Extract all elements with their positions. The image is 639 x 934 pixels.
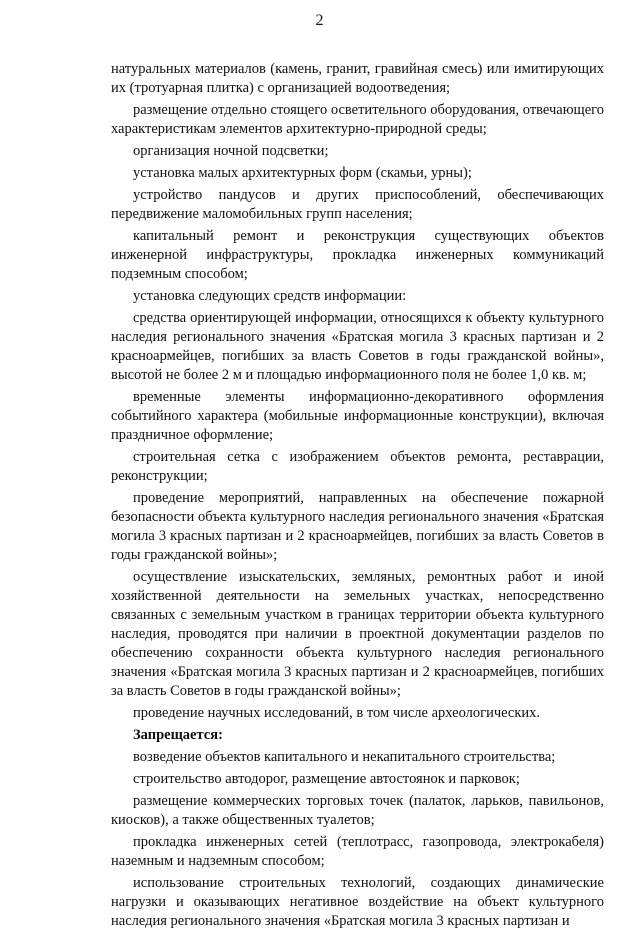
paragraph: капитальный ремонт и реконструкция существующих объектов инженерной инфраструктуры, прокладка инженерных коммуникаций подземным способом; bbox=[111, 228, 604, 282]
paragraph: возведение объектов капитального и некапитального строительства; bbox=[133, 749, 556, 765]
paragraph: натуральных материалов (камень, гранит, гравийная смесь) или имитирующих их (тротуарная плитка) с организацией водоотведения; bbox=[111, 61, 604, 96]
section-heading: Запрещается: bbox=[133, 727, 223, 743]
paragraph: строительство автодорог, размещение автостоянок и парковок; bbox=[133, 771, 520, 787]
page-number: 2 bbox=[315, 12, 324, 29]
paragraph: средства ориентирующей информации, относящихся к объекту культурного наследия регионального значения «Братская могила 3 красных партизан и 2 красноармейцев, погибших за власть Советов в годы гражданской войны», высотой не более 2 м и площадью информационного поля не более 1,0 кв. м; bbox=[111, 310, 604, 383]
paragraph: строительная сетка с изображением объектов ремонта, реставрации, реконструкции; bbox=[111, 449, 604, 484]
paragraph: временные элементы информационно-декоративного оформления событийного характера (мобильные информационные конструкции), включая праздничное оформление; bbox=[111, 389, 604, 443]
paragraph: размещение отдельно стоящего осветительного оборудования, отвечающего характеристикам элементов архитектурно-природной среды; bbox=[111, 102, 604, 137]
paragraph: организация ночной подсветки; bbox=[133, 143, 329, 159]
paragraph: размещение коммерческих торговых точек (палаток, ларьков, павильонов, киосков), а также общественных туалетов; bbox=[111, 793, 604, 828]
paragraph: осуществление изыскательских, земляных, ремонтных работ и иной хозяйственной деятельности на земельных участках, непосредственно связанных с земельным участком в границах территории объекта культурного наследия, проводятся при наличии в проектной документации разделов по обеспечению сохранности объекта культурного наследия регионального значения «Братская могила 3 красных партизан и 2 красноармейцев, погибших за власть Советов в годы гражданской войны»; bbox=[111, 569, 604, 699]
paragraph: прокладка инженерных сетей (теплотрасс, газопровода, электрокабеля) наземным и надземным способом; bbox=[111, 834, 604, 869]
paragraph: проведение научных исследований, в том числе археологических. bbox=[133, 705, 541, 721]
paragraph: использование строительных технологий, создающих динамические нагрузки и оказывающих негативное воздействие на объект культурного наследия регионального значения «Братская могила 3 красных партизан и bbox=[111, 875, 604, 929]
paragraph: устройство пандусов и других приспособлений, обеспечивающих передвижение маломобильных групп населения; bbox=[111, 187, 604, 222]
document-body bbox=[111, 60, 604, 934]
paragraph: установка следующих средств информации: bbox=[133, 288, 407, 304]
paragraph: установка малых архитектурных форм (скамьи, урны); bbox=[133, 165, 472, 181]
paragraph: проведение мероприятий, направленных на обеспечение пожарной безопасности объекта культурного наследия регионального значения «Братская могила 3 красных партизан и 2 красноармейцев, погибших за власть Советов в годы гражданской войны»; bbox=[111, 490, 604, 563]
